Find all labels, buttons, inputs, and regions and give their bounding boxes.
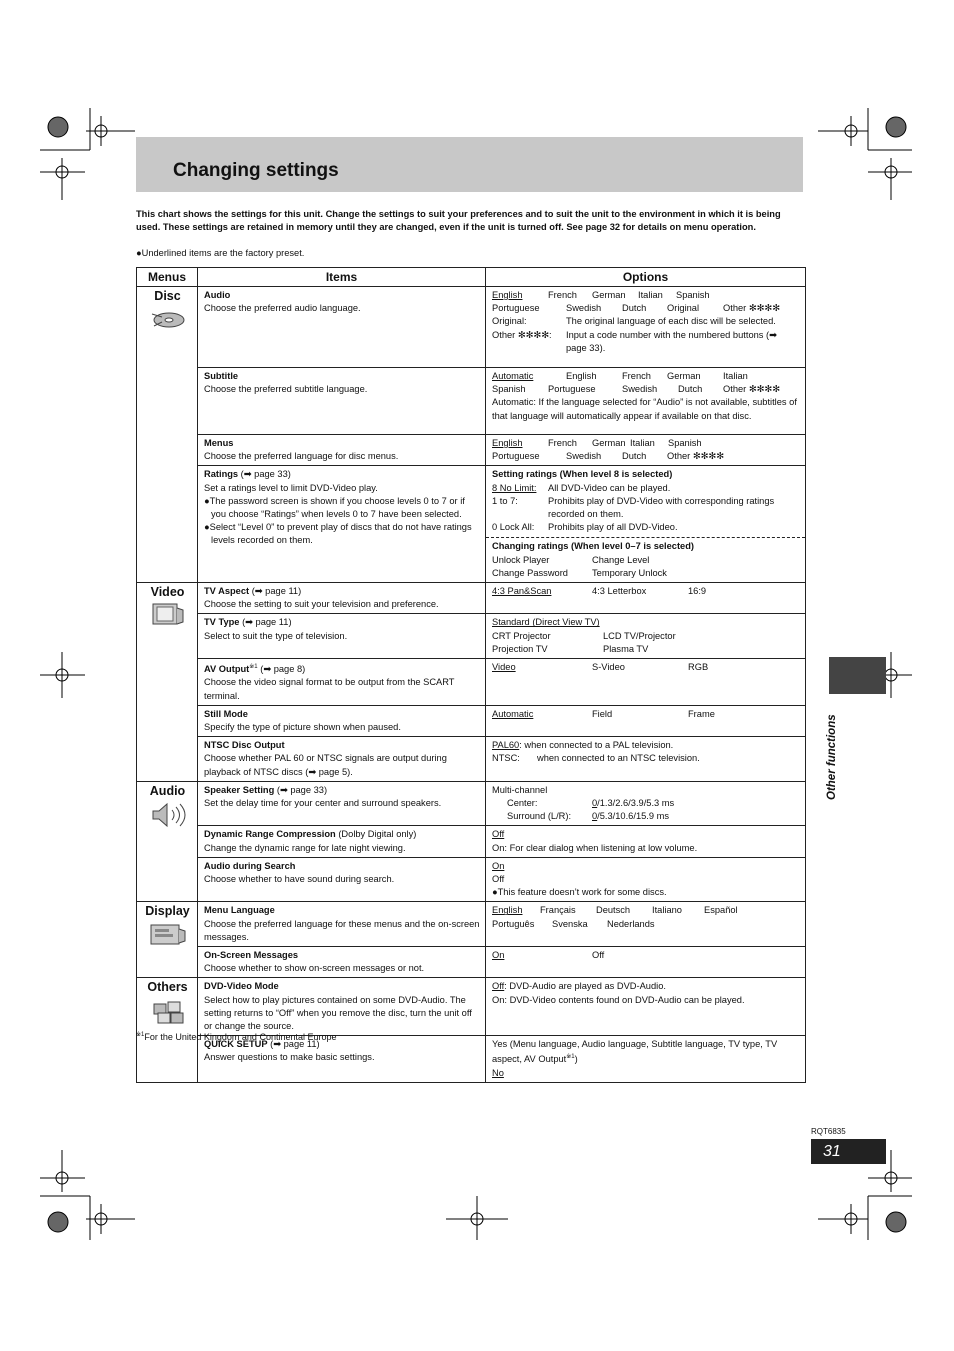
- table-row: [137, 583, 806, 614]
- header-menus: Menus: [137, 268, 198, 287]
- item-audio: Audio Choose the preferred audio language.: [198, 287, 486, 368]
- table-row: [137, 659, 806, 706]
- table-row: [137, 368, 806, 435]
- options-still-mode: Automatic Field Frame: [486, 705, 806, 736]
- options-dvd-video-mode: Off: DVD-Audio are played as DVD-Audio. On: DVD-Video contents found on DVD-Audio can be played.: [486, 978, 806, 1036]
- options-tv-aspect: 4:3 Pan&Scan 4:3 Letterbox 16:9: [486, 583, 806, 614]
- menu-label: Video: [150, 585, 185, 600]
- settings-table: [136, 267, 806, 1083]
- disc-icon: [149, 306, 187, 332]
- speaker-icon: [149, 801, 187, 829]
- table-row: [137, 947, 806, 978]
- table-row: [137, 466, 806, 583]
- options-subtitle: Automatic English French German Italian Spanish Portuguese Swedish Dutch Other ✻✻✻✻ Automatic: If the language selected for “Audio” is not available, subtitles of that language will automatically appear if available on that disc.: [486, 368, 806, 435]
- header-options: Options: [486, 268, 806, 287]
- menu-audio: [137, 781, 198, 902]
- item-on-screen-messages: On-Screen Messages Choose whether to show on-screen messages or not.: [198, 947, 486, 978]
- table-row: [137, 1036, 806, 1083]
- menu-label: Disc: [154, 289, 181, 303]
- options-av-output: Video S-Video RGB: [486, 659, 806, 706]
- item-tv-aspect: TV Aspect (➡ page 11) Choose the setting to suit your television and preference.: [198, 583, 486, 614]
- table-row: [137, 614, 806, 659]
- item-av-output: AV Output$^{※1}$ (➡ page 8) Choose the video signal format to be output from the SCART terminal.: [198, 659, 486, 706]
- item-speaker-setting: Speaker Setting (➡ page 33) Set the delay time for your center and surround speakers.: [198, 781, 486, 826]
- table-header-row: [137, 268, 806, 287]
- section-tab-marker: [829, 657, 886, 694]
- table-row: [137, 435, 806, 466]
- menu-disc: [137, 287, 198, 583]
- table-row: [137, 826, 806, 857]
- section-side-label: Other functions: [826, 714, 838, 800]
- options-audio: English French German Italian Spanish Portuguese Swedish Dutch Original Other ✻✻✻✻ Original: The original language of each disc will be selected. Other ✻✻✻✻: Input a code number with the numbered buttons (➡ page 33).: [486, 287, 806, 368]
- item-dynamic-range-compression: Dynamic Range Compression (Dolby Digital only) Change the dynamic range for late night viewing.: [198, 826, 486, 857]
- table-row: [137, 978, 806, 1036]
- menu-label: Display: [145, 904, 190, 919]
- options-ntsc-disc-output: PAL60: when connected to a PAL television. NTSC: when connected to an NTSC television.: [486, 737, 806, 782]
- item-subtitle: Subtitle Choose the preferred subtitle language.: [198, 368, 486, 435]
- table-row: [137, 781, 806, 826]
- footnote: $^{※1}$For the United Kingdom and Continental Europe: [136, 1032, 337, 1042]
- item-quick-setup: QUICK SETUP (➡ page 11) Answer questions to make basic settings.: [198, 1036, 486, 1083]
- item-ratings: Ratings (➡ page 33) Set a ratings level to limit DVD-Video play. ●The password screen is shown if you choose levels 0 to 7 or if you choose “Ratings” when levels 0 to 7 have been selected. ●Select “Level 0” to prevent play of discs that do not have ratings levels recorded on them.: [198, 466, 486, 583]
- options-on-screen-messages: On Off: [486, 947, 806, 978]
- display-icon: [149, 922, 187, 948]
- options-ratings: Setting ratings (When level 8 is selected) 8 No Limit: All DVD-Video can be played. 1 to 7: Prohibits play of DVD-Video with corresponding ratings recorded on them. 0 Lock All: Prohibits play of all DVD-Video. Changing ratings (When level 0–7 is selected) Unlock Player Change Level Change Password Temporary Unlock: [486, 466, 806, 583]
- menu-label: Audio: [149, 783, 186, 798]
- dashed-divider: [486, 537, 805, 538]
- tv-icon: [151, 602, 185, 628]
- table-row: [137, 737, 806, 782]
- table-row: [137, 705, 806, 736]
- item-audio-during-search: Audio during Search Choose whether to have sound during search.: [198, 857, 486, 902]
- document-code: RQT6835: [811, 1127, 846, 1136]
- others-icon: [150, 998, 186, 1026]
- header-items: Items: [198, 268, 486, 287]
- table-row: [137, 902, 806, 947]
- table-row: [137, 857, 806, 902]
- options-menu-language: English Français Deutsch Italiano Español Português Svenska Nederlands: [486, 902, 806, 947]
- options-menus: English French German Italian Spanish Portuguese Swedish Dutch Other ✻✻✻✻: [486, 435, 806, 466]
- menu-video: [137, 583, 198, 782]
- menu-display: [137, 902, 198, 978]
- item-ntsc-disc-output: NTSC Disc Output Choose whether PAL 60 or NTSC signals are output during playback of NTSC discs (➡ page 5).: [198, 737, 486, 782]
- options-dynamic-range-compression: Off On: For clear dialog when listening at low volume.: [486, 826, 806, 857]
- item-still-mode: Still Mode Specify the type of picture shown when paused.: [198, 705, 486, 736]
- factory-preset-note: ●Underlined items are the factory preset.: [136, 248, 305, 258]
- options-audio-during-search: On Off ●This feature doesn’t work for some discs.: [486, 857, 806, 902]
- table-row: [137, 287, 806, 368]
- item-tv-type: TV Type (➡ page 11) Select to suit the type of television.: [198, 614, 486, 659]
- options-quick-setup: Yes (Menu language, Audio language, Subtitle language, TV type, TV aspect, AV Output$^{※1}$) No: [486, 1036, 806, 1083]
- item-dvd-video-mode: DVD-Video Mode Select how to play pictures contained on some DVD-Audio. The setting returns to “Off” when you remove the disc, turn the unit off or change the source.: [198, 978, 486, 1036]
- item-menus: Menus Choose the preferred language for disc menus.: [198, 435, 486, 466]
- options-speaker-setting: Multi-channel Center: 0 /1.3/2.6/3.9/5.3 ms Surround (L/R): 0 /5.3/10.6/15.9 ms: [486, 781, 806, 826]
- page-number: 31: [811, 1139, 886, 1164]
- page-title: Changing settings: [173, 160, 339, 181]
- options-tv-type: Standard (Direct View TV) CRT Projector LCD TV/Projector Projection TV Plasma TV: [486, 614, 806, 659]
- intro-paragraph: This chart shows the settings for this unit. Change the settings to suit your preferences and to suit the unit to the environment in which it is being used. These settings are retained in memory until they are changed, even if the unit is turned off. See page 32 for details on menu operation.: [136, 209, 781, 233]
- menu-label: Others: [147, 980, 188, 995]
- item-menu-language: Menu Language Choose the preferred language for these menus and the on-screen messages.: [198, 902, 486, 947]
